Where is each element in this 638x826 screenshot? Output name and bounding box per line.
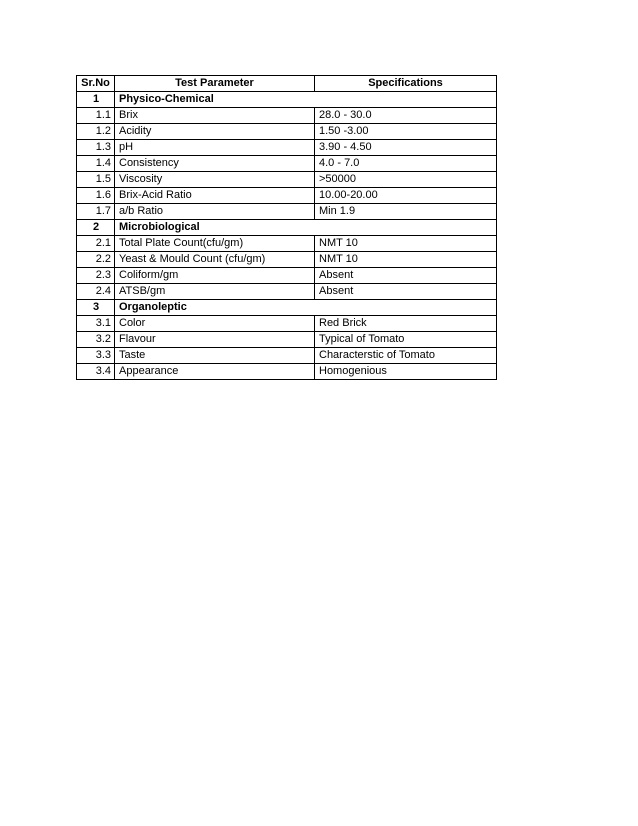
row-parameter: Color xyxy=(115,316,315,332)
row-number: 1.3 xyxy=(77,140,115,156)
row-number: 2.3 xyxy=(77,268,115,284)
row-parameter: ATSB/gm xyxy=(115,284,315,300)
table-row xyxy=(77,236,497,252)
table-row xyxy=(77,188,497,204)
row-specification: Characterstic of Tomato xyxy=(315,348,497,364)
section-row xyxy=(77,300,497,316)
row-specification: Red Brick xyxy=(315,316,497,332)
section-row xyxy=(77,220,497,236)
row-number: 2.1 xyxy=(77,236,115,252)
table-row xyxy=(77,172,497,188)
table-row xyxy=(77,364,497,380)
row-number: 3.2 xyxy=(77,332,115,348)
row-number: 3.4 xyxy=(77,364,115,380)
header-test-parameter: Test Parameter xyxy=(115,76,315,92)
row-parameter: Brix-Acid Ratio xyxy=(115,188,315,204)
row-number: 2.2 xyxy=(77,252,115,268)
row-specification: 28.0 - 30.0 xyxy=(315,108,497,124)
section-number: 3 xyxy=(77,300,115,316)
row-number: 3.3 xyxy=(77,348,115,364)
header-row xyxy=(77,76,497,92)
row-number: 2.4 xyxy=(77,284,115,300)
row-parameter: Yeast & Mould Count (cfu/gm) xyxy=(115,252,315,268)
row-parameter: Taste xyxy=(115,348,315,364)
table-row xyxy=(77,204,497,220)
section-title: Organoleptic xyxy=(115,300,497,316)
row-parameter: Appearance xyxy=(115,364,315,380)
table-row xyxy=(77,332,497,348)
row-number: 1.6 xyxy=(77,188,115,204)
header-sr-no: Sr.No xyxy=(77,76,115,92)
table-header xyxy=(77,76,497,92)
row-parameter: Flavour xyxy=(115,332,315,348)
row-parameter: Consistency xyxy=(115,156,315,172)
specification-table xyxy=(76,75,497,380)
row-specification: Homogenious xyxy=(315,364,497,380)
row-specification: Min 1.9 xyxy=(315,204,497,220)
table-row xyxy=(77,316,497,332)
row-specification: NMT 10 xyxy=(315,252,497,268)
row-parameter: Brix xyxy=(115,108,315,124)
row-number: 1.1 xyxy=(77,108,115,124)
row-specification: Typical of Tomato xyxy=(315,332,497,348)
table-row xyxy=(77,156,497,172)
table-row xyxy=(77,252,497,268)
section-title: Physico-Chemical xyxy=(115,92,497,108)
table-body xyxy=(77,92,497,380)
section-title: Microbiological xyxy=(115,220,497,236)
row-parameter: pH xyxy=(115,140,315,156)
section-row xyxy=(77,92,497,108)
table-row xyxy=(77,268,497,284)
row-number: 1.5 xyxy=(77,172,115,188)
row-number: 1.4 xyxy=(77,156,115,172)
row-parameter: Coliform/gm xyxy=(115,268,315,284)
table-row xyxy=(77,348,497,364)
row-specification: NMT 10 xyxy=(315,236,497,252)
row-specification: 10.00-20.00 xyxy=(315,188,497,204)
header-specifications: Specifications xyxy=(315,76,497,92)
row-specification: 1.50 -3.00 xyxy=(315,124,497,140)
table-row xyxy=(77,140,497,156)
row-specification: Absent xyxy=(315,268,497,284)
table-row xyxy=(77,124,497,140)
section-number: 1 xyxy=(77,92,115,108)
row-parameter: a/b Ratio xyxy=(115,204,315,220)
row-number: 1.7 xyxy=(77,204,115,220)
row-specification: 3.90 - 4.50 xyxy=(315,140,497,156)
section-number: 2 xyxy=(77,220,115,236)
row-parameter: Viscosity xyxy=(115,172,315,188)
row-specification: 4.0 - 7.0 xyxy=(315,156,497,172)
row-specification: >50000 xyxy=(315,172,497,188)
table-row xyxy=(77,284,497,300)
row-number: 3.1 xyxy=(77,316,115,332)
row-parameter: Total Plate Count(cfu/gm) xyxy=(115,236,315,252)
row-number: 1.2 xyxy=(77,124,115,140)
table-row xyxy=(77,108,497,124)
row-parameter: Acidity xyxy=(115,124,315,140)
row-specification: Absent xyxy=(315,284,497,300)
